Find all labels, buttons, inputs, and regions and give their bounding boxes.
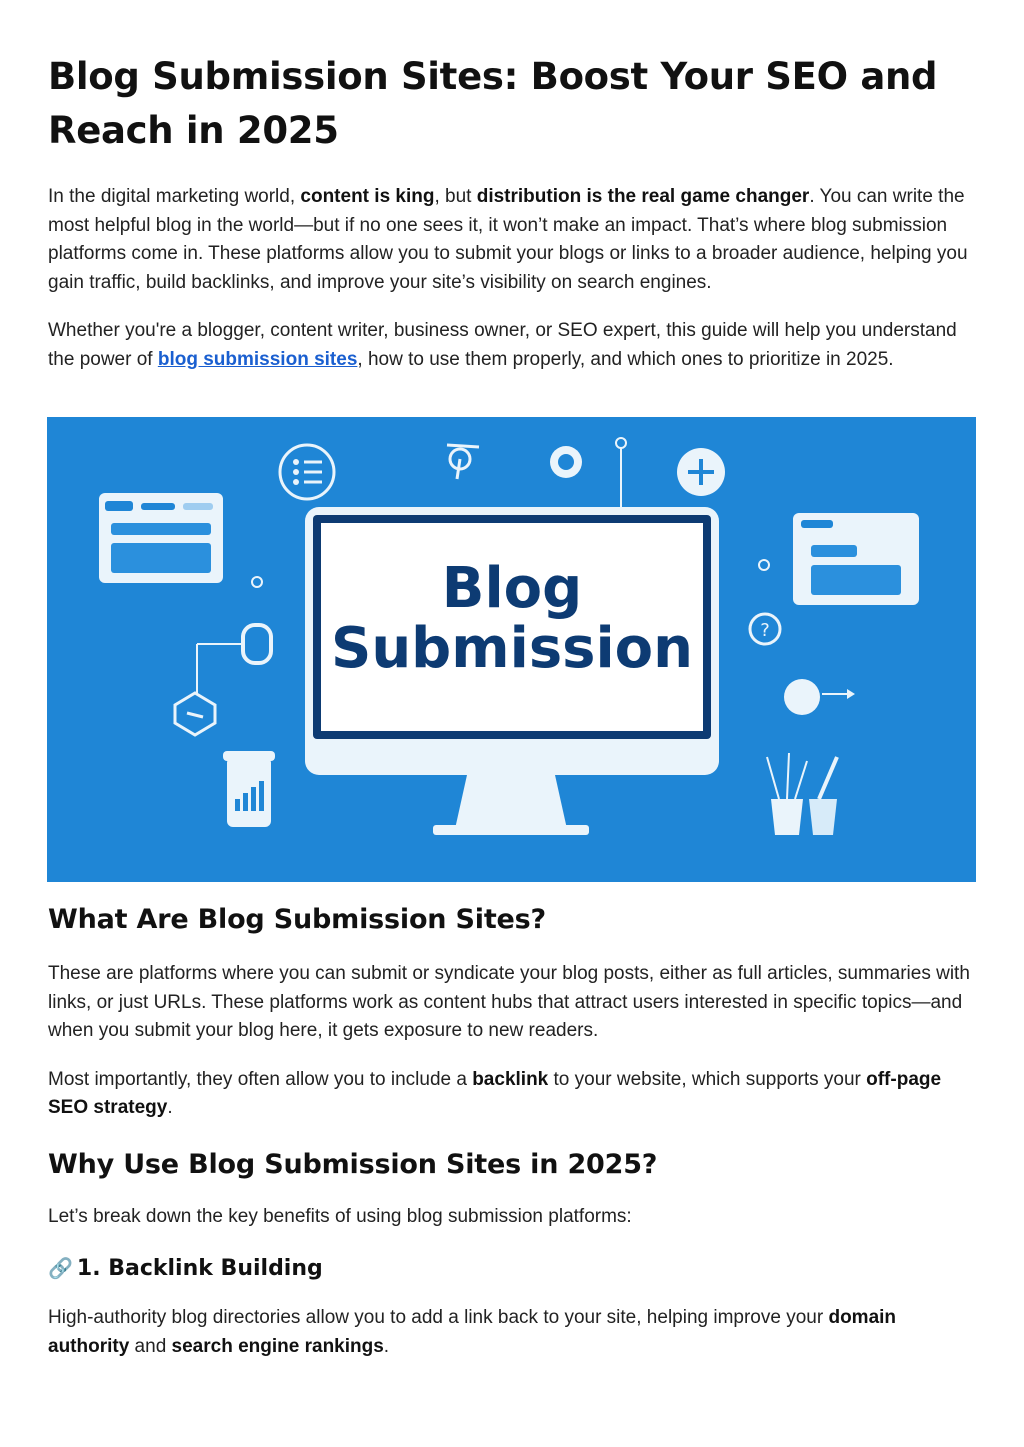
hero-illustration [47,417,976,882]
article [48,0,976,374]
backlink-building-paragraph: High-authority blog directories allow you to add a link back to your site, helping improve your domain authority and search engine rankings. [48,1307,897,1357]
plus-icon [677,448,725,496]
guide-paragraph: Whether you're a blogger, content writer, business owner, or SEO expert, this guide will help you understand the power of blog submission sites, how to use them properly, and which ones to prioritize in 2025. [48,320,957,370]
bold-text: content is king [300,186,435,207]
benefits-intro: Let’s break down the key benefits of using blog submission platforms: [48,1205,632,1227]
link-icon: 🔗 [48,1256,73,1280]
bold-text: distribution is the real game changer [476,186,810,207]
subsection-heading: 🔗 1. Backlink Building [48,1256,323,1281]
page-title: Blog Submission Sites: Boost Your SEO and Reach in 2025 [48,55,938,152]
list-icon [280,445,334,499]
monitor-illustration [305,507,719,835]
pencil-cup-icon [767,753,837,835]
hero-title-line2: Submission [330,616,694,681]
network-icon [175,693,215,735]
globe-icon [550,446,582,478]
blog-submission-sites-link[interactable]: blog submission sites [157,348,358,370]
browser-window-icon [99,493,223,583]
hero-title-line1: Blog [441,556,583,621]
share-icon [784,679,855,715]
section-heading: Why Use Blog Submission Sites in 2025? [48,1148,658,1180]
section-heading: What Are Blog Submission Sites? [48,904,546,935]
target-icon [447,445,479,479]
definition-paragraph: These are platforms where you can submit or syndicate your blog posts, either as full articles, summaries with links, or just URLs. These platforms work as content hubs that attract users interested in specific topics—and when you submit your blog here, it gets exposure to new readers. [48,963,970,1041]
chart-jar-icon [223,751,275,827]
svg-text:?: ? [760,620,770,641]
chat-question-icon [750,614,780,644]
browser-window-icon [793,513,919,605]
backlink-paragraph: Most importantly, they often allow you to include a backlink to your website, which supports your off-page SEO strategy. [48,1068,942,1118]
article-body [48,900,976,1361]
key-icon [197,625,271,693]
intro-paragraph: In the digital marketing world, content is king, but distribution is the real game changer. You can write the most helpful blog in the world—but if no one sees it, it won’t make an impact. That’s where blog submission platforms come in. These platforms allow you to submit your blogs or links to a broader audience, helping you gain traffic, build backlinks, and improve your site’s visibility on search engines. [48,186,968,293]
